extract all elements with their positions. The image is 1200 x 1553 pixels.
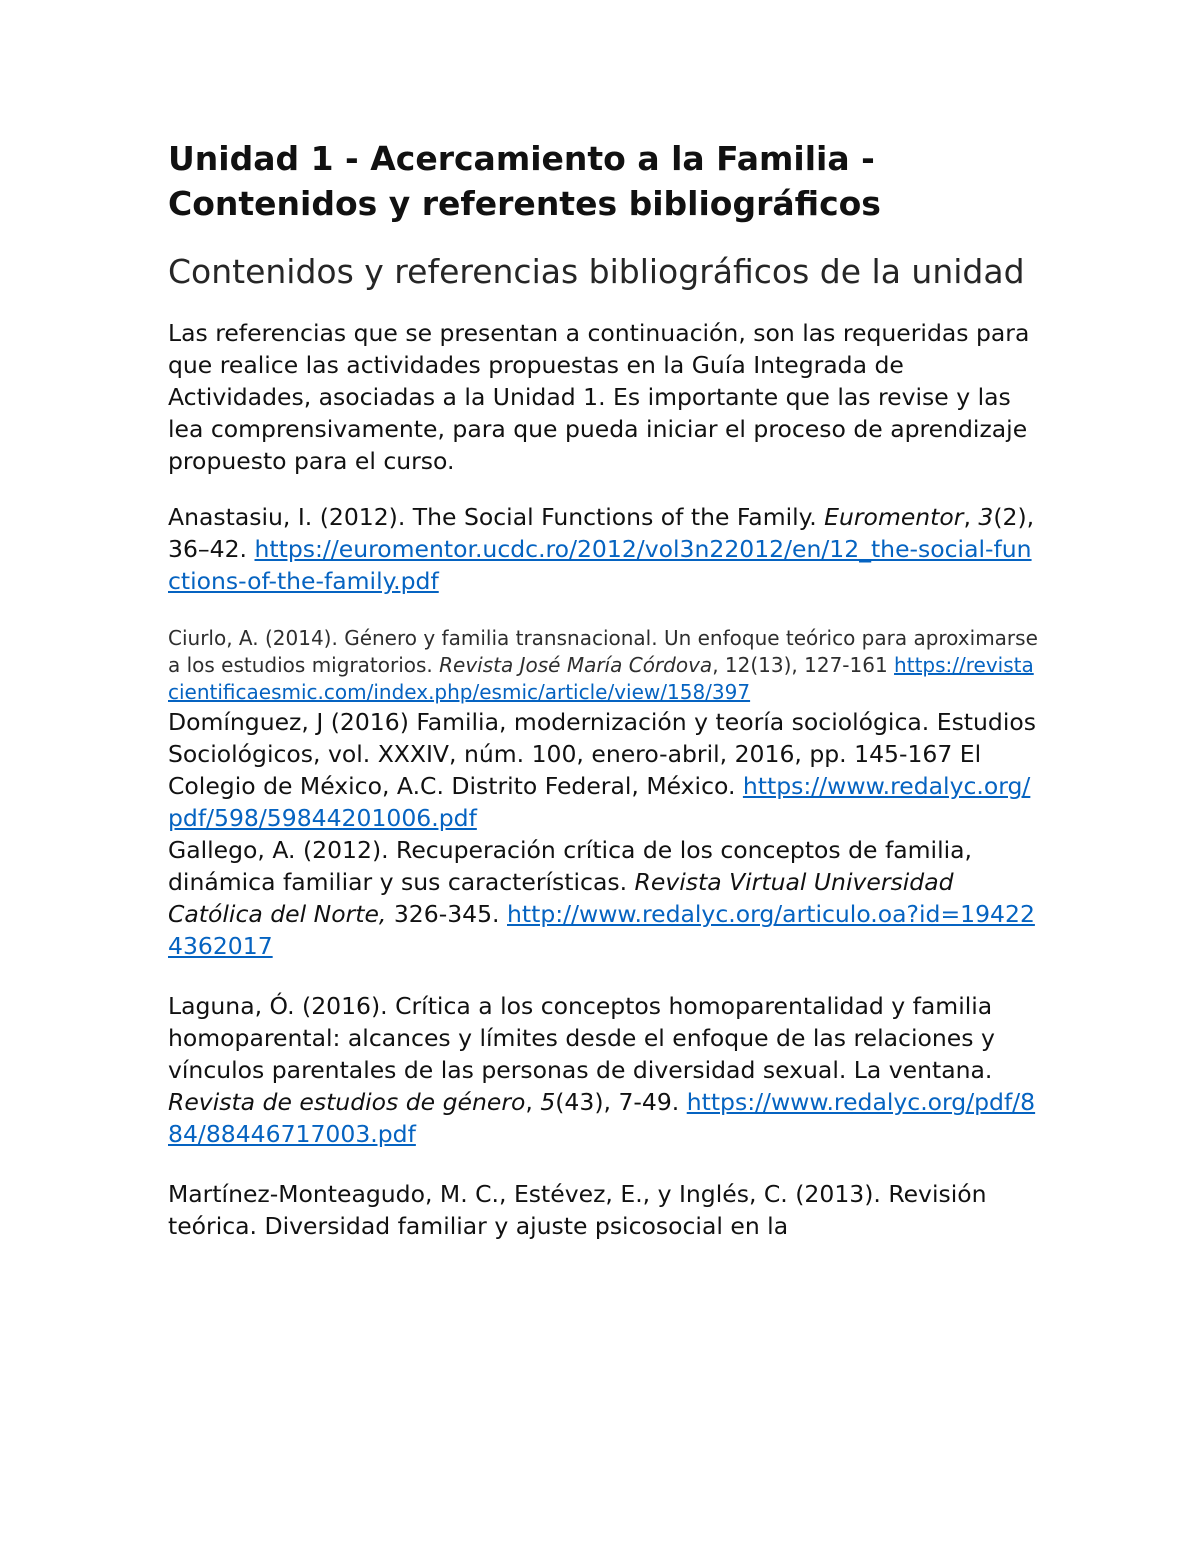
section-subtitle: Contenidos y referencias bibliográficos de la unidad [168, 252, 1025, 291]
reference-link[interactable]: https://www.redalyc.org/pdf/598/59844201006.pdf [168, 772, 1031, 832]
reference-laguna [168, 990, 1040, 1150]
reference-text: Ciurlo, A. (2014). Género y familia transnacional. Un enfoque teórico para aproximarse a los estudios migratorios. [168, 626, 1038, 677]
reference-link[interactable]: https://euromentor.ucdc.ro/2012/vol3n22012/en/12_the-social-functions-of-the-family.pdf [168, 535, 1032, 595]
reference-separator: , [963, 503, 979, 531]
reference-separator: , [525, 1088, 541, 1116]
reference-pages: , 12(13), 127-161 [712, 653, 895, 677]
reference-source: Revista de estudios de género [168, 1088, 526, 1116]
reference-text: Laguna, Ó. (2016). Crítica a los conceptos homoparentalidad y familia homoparental: alcances y límites desde el enfoque de las relaciones y vínculos parentales de las personas de diversidad sexual. La ventana. [168, 992, 995, 1084]
reference-source: Revista Virtual Universidad Católica del Norte, [168, 868, 954, 928]
reference-link[interactable]: https://revistacientificaesmic.com/index.php/esmic/article/view/158/397 [168, 653, 1034, 704]
reference-dominguez [168, 706, 1040, 834]
reference-gallego [168, 834, 1040, 962]
reference-text: Gallego, A. (2012). Recuperación crítica de los conceptos de familia, dinámica familiar y sus características. [168, 836, 972, 896]
document-page [168, 130, 1040, 1242]
reference-pages: (43), 7-49. [555, 1088, 687, 1116]
reference-link[interactable]: https://www.redalyc.org/pdf/884/88446717003.pdf [168, 1088, 1036, 1148]
reference-pages: (2), 36–42. [168, 503, 1035, 563]
reference-text: Domínguez, J (2016) Familia, modernización y teoría sociológica. Estudios Sociológicos, vol. XXXIV, núm. 100, enero-abril, 2016, pp. 145-167 El Colegio de México, A.C. Distrito Federal, México. [168, 708, 1036, 800]
reference-volume: 5 [540, 1088, 556, 1116]
reference-text: Martínez-Monteagudo, M. C., Estévez, E., y Inglés, C. (2013). Revisión teórica. Diversidad familiar y ajuste psicosocial en la [168, 1180, 987, 1240]
reference-volume: 3 [978, 503, 994, 531]
intro-paragraph: Las referencias que se presentan a continuación, son las requeridas para que realice las actividades propuestas en la Guía Integrada de Actividades, asociadas a la Unidad 1. Es importante que las revise y las lea comprensivamente, para que pueda iniciar el proceso de aprendizaje propuesto para el curso. [168, 319, 1030, 475]
reference-link[interactable]: http://www.redalyc.org/articulo.oa?id=194224362017 [168, 900, 1035, 960]
reference-ciurlo [168, 625, 1040, 706]
reference-text: Anastasiu, I. (2012). The Social Functions of the Family. [168, 503, 825, 531]
reference-pages: 326-345. [386, 900, 507, 928]
reference-source: Revista José María Córdova [439, 653, 713, 677]
page-title: Unidad 1 - Acercamiento a la Familia - Contenidos y referentes bibliográficos [168, 139, 881, 223]
reference-source: Euromentor [824, 503, 964, 531]
reference-martinez [168, 1178, 1040, 1242]
reference-anastasiu [168, 501, 1040, 597]
